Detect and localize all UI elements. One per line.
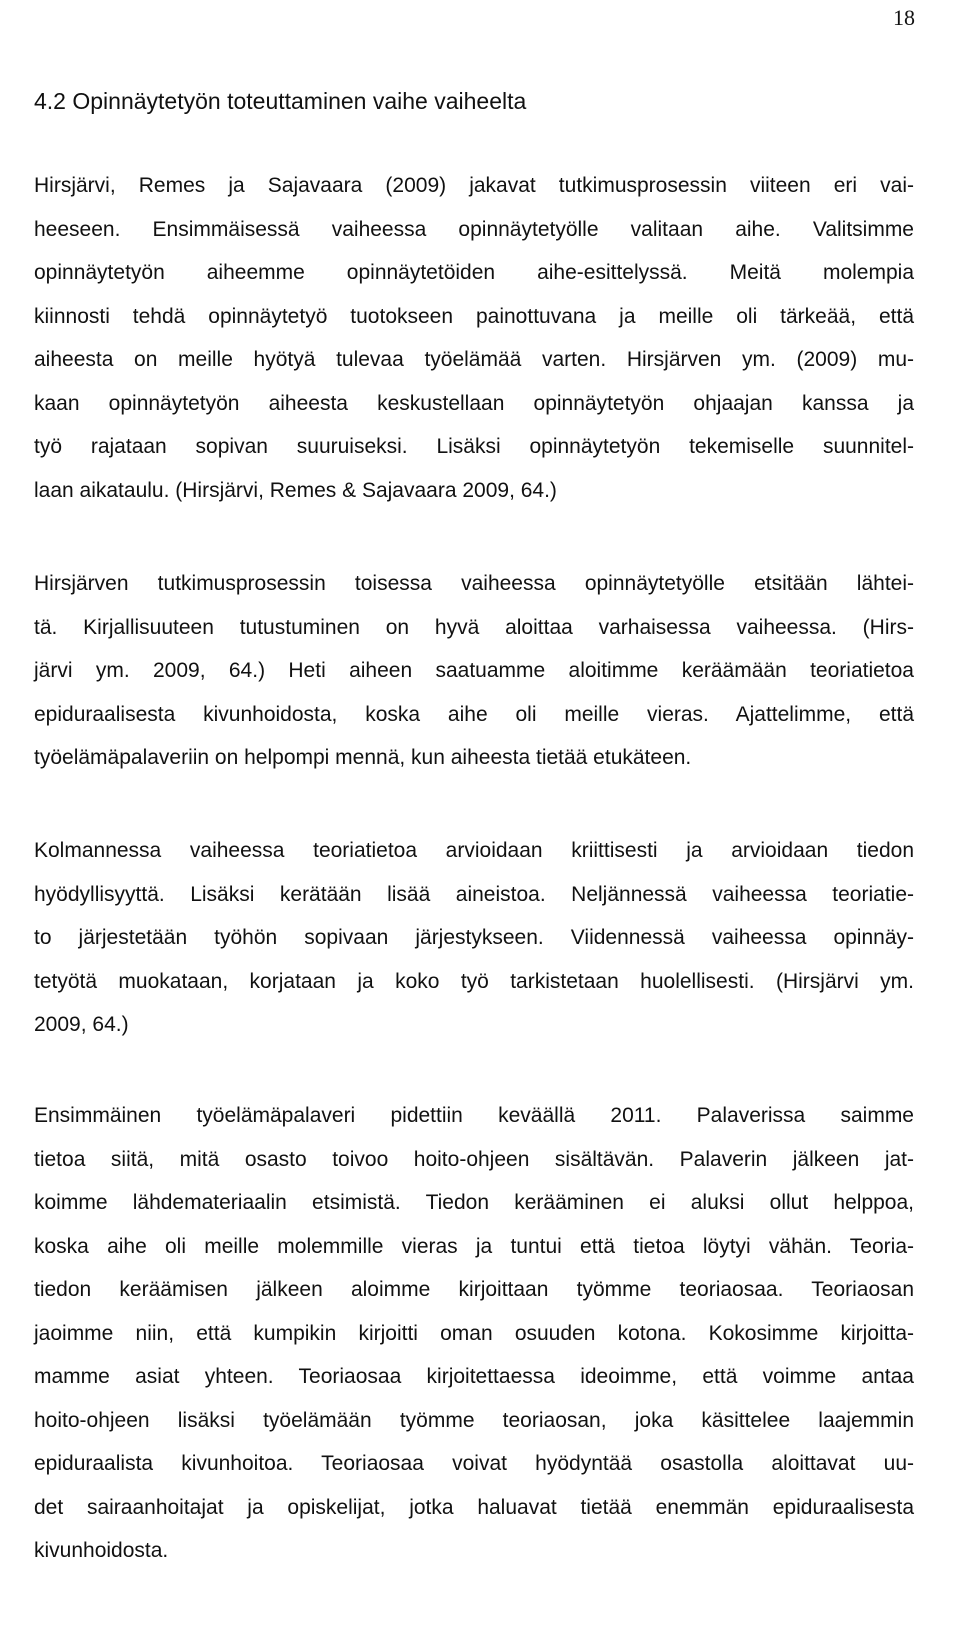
paragraph-2	[34, 562, 914, 780]
paragraph-line: hyödyllisyyttä. Lisäksi kerätään lisää aineistoa. Neljännessä vaiheessa teoriatie-	[34, 882, 914, 906]
paragraph-line: järvi ym. 2009, 64.) Heti aiheen saatuamme aloitimme keräämään teoriatietoa	[34, 659, 914, 682]
paragraph-line: to järjestetään työhön sopivaan järjestykseen. Viidennessä vaiheessa opinnäy-	[34, 926, 914, 949]
paragraph-4	[34, 1094, 914, 1573]
paragraph-line: epiduraalisesta kivunhoidosta, koska aihe oli meille vieras. Ajattelimme, että	[34, 702, 914, 726]
paragraph-line: kaan opinnäytetyön aiheesta keskustellaan opinnäytetyön ohjaajan kanssa ja	[34, 391, 914, 415]
paragraph-line: Hirsjärvi, Remes ja Sajavaara (2009) jakavat tutkimusprosessin viiteen eri vai-	[34, 174, 914, 197]
paragraph-line: jaoimme niin, että kumpikin kirjoitti oman osuuden kotona. Kokosimme kirjoitta-	[34, 1321, 914, 1345]
paragraph-line: det sairaanhoitajat ja opiskelijat, jotka haluavat tietää enemmän epiduraalisesta	[34, 1495, 914, 1519]
paragraph-3	[34, 829, 914, 1047]
paragraph-line: tietoa siitä, mitä osasto toivoo hoito-ohjeen sisältävän. Palaverin jälkeen jat-	[34, 1147, 914, 1171]
paragraph-line: Kolmannessa vaiheessa teoriatietoa arvioidaan kriittisesti ja arvioidaan tiedon	[34, 839, 914, 862]
paragraph-line: koimme lähdemateriaalin etsimistä. Tiedon kerääminen ei aluksi ollut helppoa,	[34, 1191, 914, 1214]
paragraph-line: tetyötä muokataan, korjataan ja koko työ tarkistetaan huolellisesti. (Hirsjärvi ym.	[34, 969, 914, 993]
paragraph-line: heeseen. Ensimmäisessä vaiheessa opinnäytetyölle valitaan aihe. Valitsimme	[34, 217, 914, 241]
paragraph-line: Hirsjärven tutkimusprosessin toisessa vaiheessa opinnäytetyölle etsitään lähtei-	[34, 572, 914, 595]
paragraph-line: kiinnosti tehdä opinnäytetyö tuotokseen painottuvana ja meille oli tärkeää, että	[34, 304, 914, 328]
paragraph-line: 2009, 64.)	[34, 1013, 129, 1036]
paragraph-line: kivunhoidosta.	[34, 1539, 169, 1562]
paragraph-line: Ensimmäinen työelämäpalaveri pidettiin keväällä 2011. Palaverissa saimme	[34, 1104, 914, 1127]
page-number: 18	[893, 5, 915, 30]
paragraph-line: opinnäytetyön aiheemme opinnäytetöiden aihe-esittelyssä. Meitä molempia	[34, 261, 914, 284]
paragraph-line: tiedon keräämisen jälkeen aloimme kirjoittaan työmme teoriaosaa. Teoriaosan	[34, 1278, 914, 1301]
paragraph-line: mamme asiat yhteen. Teoriaosaa kirjoitettaessa ideoimme, että voimme antaa	[34, 1365, 914, 1388]
paragraph-line: tä. Kirjallisuuteen tutustuminen on hyvä aloittaa varhaisessa vaiheessa. (Hirs-	[34, 615, 914, 639]
paragraph-line: epiduraalista kivunhoitoa. Teoriaosaa voivat hyödyntää osastolla aloittavat uu-	[34, 1452, 914, 1475]
paragraph-1	[34, 164, 914, 512]
paragraph-line: työelämäpalaveriin on helpompi mennä, kun aiheesta tietää etukäteen.	[34, 746, 692, 769]
paragraph-line: laan aikataulu. (Hirsjärvi, Remes & Sajavaara 2009, 64.)	[34, 478, 557, 502]
paragraph-line: koska aihe oli meille molemmille vieras ja tuntui että tietoa löytyi vähän. Teoria-	[34, 1234, 914, 1258]
paragraph-line: työ rajataan sopivan suuruiseksi. Lisäksi opinnäytetyön tekemiselle suunnitel-	[34, 435, 914, 458]
paragraph-line: aiheesta on meille hyötyä tulevaa työelämää varten. Hirsjärven ym. (2009) mu-	[34, 348, 914, 371]
section-heading: 4.2 Opinnäytetyön toteuttaminen vaihe vaiheelta	[34, 88, 527, 114]
paragraph-line: hoito-ohjeen lisäksi työelämään työmme teoriaosan, joka käsittelee laajemmin	[34, 1408, 914, 1432]
